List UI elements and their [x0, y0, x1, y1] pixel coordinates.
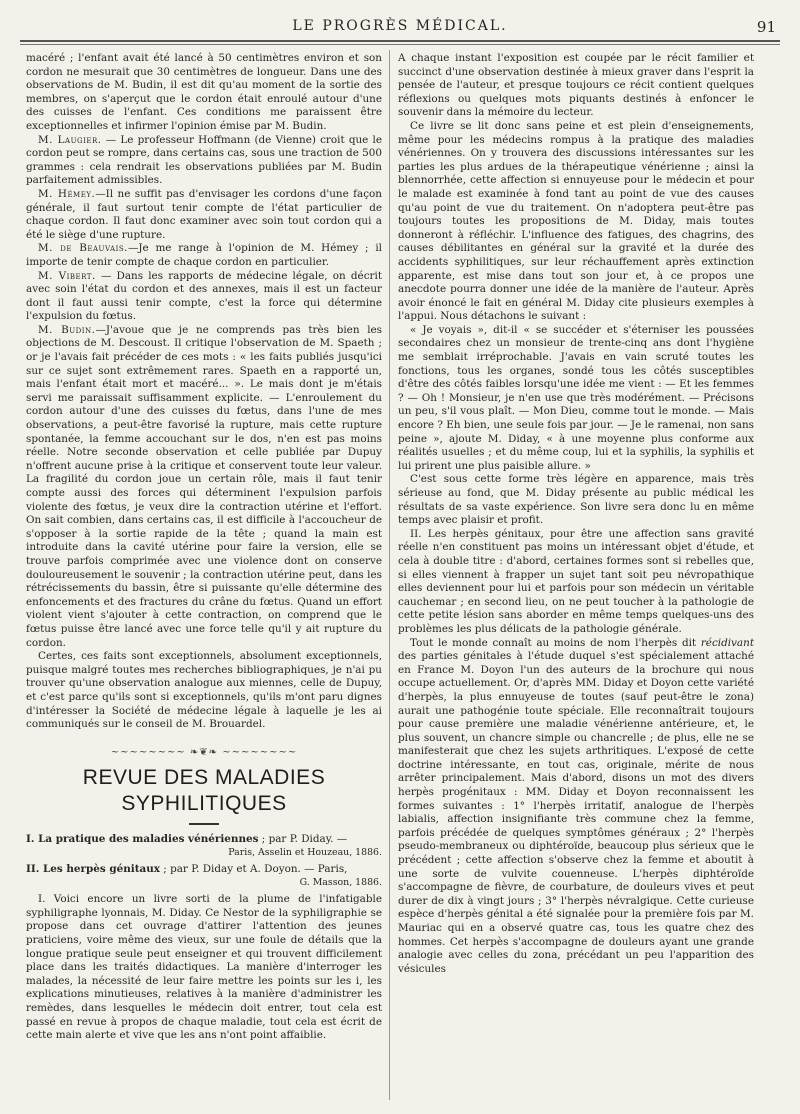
paragraph	[26, 324, 382, 650]
speaker-name: M. de Beauvais.	[38, 242, 128, 255]
bibliography-entry	[26, 863, 382, 889]
section-title: REVUE DES MALADIES SYPHILITIQUES	[82, 766, 326, 816]
paragraph	[26, 134, 382, 188]
quotation-paragraph: « Je voyais », dit-il « se succéder et s'éterniser les poussées secondaires chez un monsieur de trente-cinq ans dont l'hygiène me semblait irréprochable. J'avais en vain scruté toutes les fonctions, tous les organes, sondé tous les côtés susceptibles d'être des côtés faibles lorsqu'une idée me vient : — Et les femmes ? — Oh ! Monsieur, je n'en use que très modérément. — Précisons un peu, s'il vous plaît. — Mon Dieu, comme tout le monde. — Mais encore ? Eh bien, une seule fois par jour. — Je le ramenai, non sans peine », ajoute M. Diday, « à une moyenne plus conforme aux réalités usuelles ; et du même coup, lui et la syphilis, la syphilis et lui prirent une plus paisible allure. »	[398, 323, 754, 472]
running-title: LE PROGRÈS MÉDICAL.	[292, 18, 508, 34]
section-rule	[189, 823, 219, 825]
speaker-name: M. Vibert.	[38, 269, 96, 282]
book-publisher: G. Masson, 1886.	[299, 877, 382, 889]
page-number: 91	[756, 18, 776, 36]
text-run: Tout le monde connaît au moins de nom l'herpès dit	[410, 636, 701, 649]
speaker-name: M. Hémey.	[38, 187, 96, 200]
italic-term: récidivant	[700, 636, 754, 649]
book-author: ; par P. Diday. —	[258, 833, 348, 846]
paragraph: Ce livre se lit donc sans peine et est plein d'enseignements, même pour les médecins rompus à la pratique des maladies vénériennes. On y trouvera des discussions intéressantes sur les parties les plus ardues de la thérapeutique vénérienne ; ainsi la blennorrhée, cette affection si ennuyeuse pour le médecin et pour le malade est examinée à fond tant au point de vue des causes qu'au point de vue du traitement. On n'adoptera peut-être pas toujours toutes les propositions de M. Diday, mais toutes donneront à réfléchir. L'influence des fatigues, des chagrins, des causes débilitantes en général sur la gravité et la durée des accidents syphilitiques, sur leur réchauffement après extinction apparente, est mise dans tout son jour et, à ce propos une anecdote pourra donner une idée de la manière de l'auteur. Après avoir énoncé le fait en général M. Diday cite plusieurs exemples à l'appui. Nous détachons le suivant :	[398, 119, 754, 323]
left-column	[26, 52, 382, 1043]
page-header	[20, 14, 780, 42]
speaker-text: — Le professeur Hoffmann (de Vienne) croit que le cordon peut se rompre, dans certains cas, sous une traction de 500 grammes : cela rendrait les observations publiées par M. Budin parfaitement admissibles.	[26, 133, 382, 187]
ornament-divider: ~~~~~~~~ ❧❦❧ ~~~~~~~~	[110, 746, 298, 758]
speaker-text: — Dans les rapports de médecine légale, on décrit avec soin l'état du cordon et des annexes, mais il est un facteur dont il faut aussi tenir compte, c'est la force qui détermine l'expulsion du fœtus.	[26, 269, 382, 323]
speaker-text: —Il ne suffit pas d'envisager les cordons d'une façon générale, il faut surtout tenir compte de l'état particulier de chaque cordon. Il faut donc examiner avec soin tout cordon qui a été le siège d'une rupture.	[26, 187, 382, 241]
paragraph: A chaque instant l'exposition est coupée par le récit familier et succinct d'une observation destinée à mieux graver dans l'esprit la pensée de l'auteur, et presque toujours ce récit contient quelques réflexions ou quelques mots piquants destinés à enfoncer le souvenir dans la mémoire du lecteur.	[398, 52, 754, 119]
paragraph: I. Voici encore un livre sorti de la plume de l'infatigable syphiligraphe lyonnais, M. Diday. Ce Nestor de la syphiligraphie se propose dans cet ouvrage d'attirer l'attention des jeunes praticiens, voire même des vieux, sur une foule de détails que la longue pratique seule peut enseigner et qui trouvent difficilement place dans les traités didactiques. La manière d'interroger les malades, la nécessité de leur faire mettre les points sur les i, les explications minutieuses, relatives à la manière d'administrer les remèdes, dans lesquelles le médecin doit entrer, tout cela est passé en revue à propos de chaque maladie, tout cela est écrit de cette main alerte et vive que les ans n'ont point affaiblie.	[26, 893, 382, 1042]
paragraph: macéré ; l'enfant avait été lancé à 50 centimètres environ et son cordon ne mesurait que 30 centimètres de longueur. Dans une des observations de M. Budin, il est dit qu'au moment de la sortie des membres, on s'aperçut que le cordon était enroulé autour d'une des cuisses de l'enfant. Ces conditions me paraissent être exceptionnelles et infirmer l'opinion émise par M. Budin.	[26, 52, 382, 132]
right-column	[398, 52, 754, 976]
paragraph	[26, 270, 382, 324]
speaker-text: —J'avoue que je ne comprends pas très bien les objections de M. Descoust. Il critique l'observation de M. Spaeth ; or je l'avais fait précéder de ces mots : « les faits publiés jusqu'ici sur ce sujet sont extrêmement rares. Spaeth en a rapporté un, mais l'enfant était mort et macéré... ». Le mais dont je m'étais servi me paraissait suffisamment explicite. — L'enroulement du cordon autour d'une des cuisses du fœtus, dans l'une de mes observations, a peut-être favorisé la rupture, mais cette rupture spontanée, la femme accouchant sur le dos, n'en est pas moins réelle. Notre seconde observation et celle publiée par Dupuy n'offrent aucune prise à la critique et conservent toute leur valeur. La fragilité du cordon joue un certain rôle, mais il faut tenir compte aussi des forces qui déterminent l'expulsion parfois violente des fœtus, je veux dire la contraction utérine et l'effort. On sait combien, dans certains cas, il est difficile à l'accoucheur de s'opposer à la sortie rapide de la tête ; quand la main est introduite dans la cavité utérine pour faire la version, elle se trouve parfois comprimée avec une violence dont on conserve douloureusement le souvenir ; la contraction utérine peut, dans les rétrécissements du bassin, être si puissante qu'elle détermine des enfoncements et des fractures du crâne du fœtus. Quand un effort violent vient s'ajouter à cette contraction, on comprend que le fœtus puisse être lancé avec une force telle qu'il y ait rupture du cordon.	[26, 323, 382, 649]
book-publisher: Paris, Asselin et Houzeau, 1886.	[228, 847, 382, 859]
bibliography-entry	[26, 833, 382, 859]
book-title: I. La pratique des maladies vénériennes	[26, 833, 259, 846]
paragraph	[26, 242, 382, 269]
paragraph: II. Les herpès génitaux, pour être une affection sans gravité réelle n'en constituent pas moins un intéressant objet d'étude, et cela à double titre : d'abord, certaines formes sont si rebelles que, si elles viennent à frapper un sujet tant soit peu névropathique elles deviennent pour lui et parfois pour son médecin un véritable cauchemar ; en second lieu, on ne peut toucher à la pathologie de cette petite lésion sans aborder en même temps quelques-uns des problèmes les plus délicats de la pathologie générale.	[398, 527, 754, 635]
speaker-name: M. Budin.	[38, 323, 96, 336]
book-author: ; par P. Diday et A. Doyon. — Paris,	[159, 863, 348, 876]
paragraph	[398, 637, 754, 977]
header-rule	[20, 40, 780, 42]
speaker-text: —Je me range à l'opinion de M. Hémey ; il importe de tenir compte de chaque cordon en particulier.	[26, 242, 382, 268]
paragraph: C'est sous cette forme très légère en apparence, mais très sérieuse au fond, que M. Diday présente au public médical les résultats de sa vaste expérience. Son livre sera donc lu en même temps avec plaisir et profit.	[398, 473, 754, 527]
text-run: des parties génitales à l'étude duquel s'est spécialement attaché en France M. Doyon l'un des auteurs de la brochure qui nous occupe actuellement. Or, d'après MM. Diday et Doyon cette variété d'herpès, la plus ennuyeuse de toutes (sauf peut-être le zona) aurait une pathogénie toute spéciale. Elle reconnaîtrait toujours pour cause première une maladie vénérienne antérieure, et, le plus souvent, un chancre simple ou chancrelle ; de plus, elle ne se manifesterait que chez les sujets arthritiques. L'exposé de cette doctrine intéressante, en tout cas, originale, mérite de nous arrêter principalement. Mais d'abord, disons un mot des divers herpès progénitaux : MM. Diday et Doyon reconnaissent les formes suivantes : 1° l'herpès irritatif, analogue de l'herpès labialis, affection insignifiante très commune chez la femme, parfois précédée de quelques symptômes généraux ; 2° l'herpès pseudo-membraneux ou diphtéroïde, beaucoup plus sérieux que le précédent ; cette affection s'observe chez la femme et aboutit à une sorte de vulvite couenneuse. L'herpès diphtéroïde s'accompagne de fièvre, de courbature, de douleurs vives et peut durer de dix à vingt jours ; 3° l'herpès névralgique. Cette curieuse espèce d'herpès génital a été signalée pour la première fois par M. Mauriac qui en a observé quatre cas, tous les quatre chez des hommes. Cet herpès s'accompagne de douleurs ayant une grande analogie avec celles du zona, précédant un peu l'apparition des vésicules	[398, 650, 754, 975]
speaker-name: M. Laugier.	[38, 133, 102, 146]
paragraph: Certes, ces faits sont exceptionnels, absolument exceptionnels, puisque malgré toutes mes recherches bibliographiques, je n'ai pu trouver qu'une observation analogue aux miennes, celle de Dupuy, et c'est parce qu'ils sont si exceptionnels, qu'ils m'ont paru dignes d'intéresser la Société de médecine légale à laquelle je les ai communiqués sur le conseil de M. Brouardel.	[26, 650, 382, 731]
header-rule-thin	[20, 44, 780, 45]
paragraph	[26, 188, 382, 242]
book-title: II. Les herpès génitaux	[26, 863, 160, 876]
column-divider	[389, 50, 390, 1100]
